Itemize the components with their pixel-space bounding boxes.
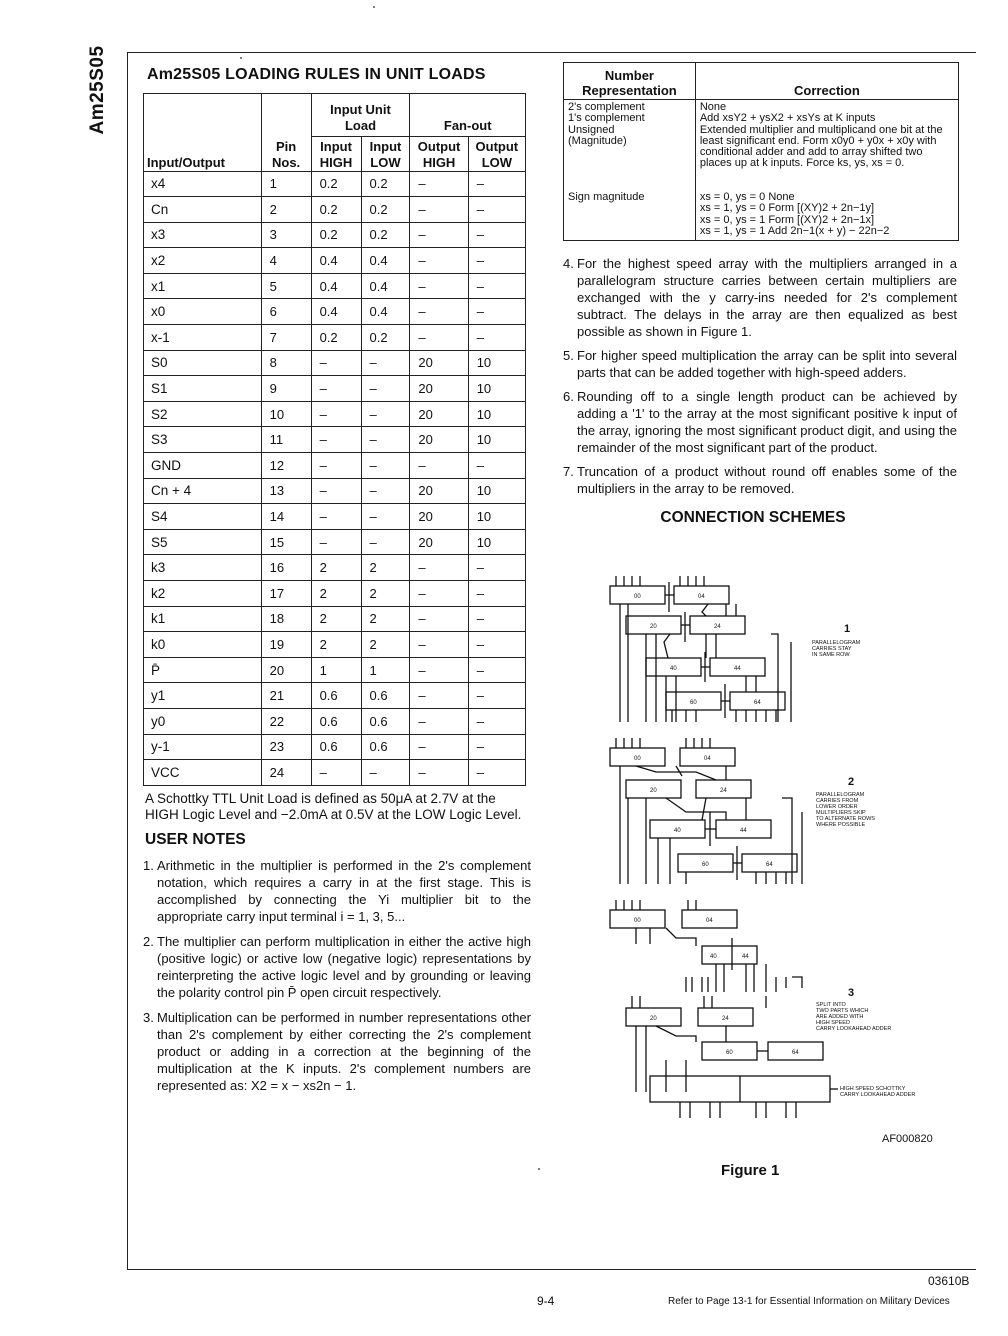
table-cell-oh: –	[410, 657, 468, 683]
table-row	[144, 453, 526, 479]
table-cell-ih: –	[311, 401, 361, 427]
table-cell-pin: 19	[261, 632, 311, 658]
table-cell-ol: –	[468, 299, 525, 325]
table-cell-sig: k0	[144, 632, 262, 658]
list-item: 4. For the highest speed array with the multipliers arranged in a parallelogram structure carries between certain multipliers are exchanged with the y carry-ins needed for 2's complement subtract. The delays in the array are then equalized as best possible as shown in Figure 1.	[563, 256, 957, 339]
table-cell-sig: S4	[144, 504, 262, 530]
table-cell-ih: 0.2	[311, 197, 361, 223]
loading-table-title: Am25S05 LOADING RULES IN UNIT LOADS	[147, 66, 486, 83]
table-cell-ol: –	[468, 708, 525, 734]
table-cell-oh: –	[410, 325, 468, 351]
list-item: 7. Truncation of a product without round off enables some of the multipliers in the array to be removed.	[563, 464, 957, 496]
table-cell-ih: 0.4	[311, 299, 361, 325]
table-cell-sig: y-1	[144, 734, 262, 760]
table-cell-sig: k2	[144, 581, 262, 607]
table-cell-il: 0.4	[361, 299, 410, 325]
block-label: 40	[670, 666, 677, 672]
block-label: 04	[706, 918, 713, 924]
table-cell-il: 2	[361, 606, 410, 632]
table-cell-ih: 0.4	[311, 273, 361, 299]
list-item: 5. For higher speed multiplication the array can be split into several parts that can be added together with high-speed adders.	[563, 348, 957, 380]
side-device-label: Am25S05	[87, 45, 108, 135]
user-notes-title: USER NOTES	[145, 830, 246, 848]
table-cell-il: 0.2	[361, 222, 410, 248]
table-cell-il: –	[361, 401, 410, 427]
table-cell-pin: 15	[261, 529, 311, 555]
table-cell-il: 0.6	[361, 708, 410, 734]
svg-text:ARE ADDED WITH: ARE ADDED WITH	[816, 1014, 864, 1020]
table-cell-oh: –	[410, 222, 468, 248]
table-cell-pin: 2	[261, 197, 311, 223]
block-label: 60	[690, 700, 697, 706]
table-cell-il: –	[361, 376, 410, 402]
table-row	[144, 555, 526, 581]
table-row	[144, 632, 526, 658]
correction-cell: None Add xsY2 + ysX2 + xsYs at K inputs Extended multiplier and multiplicand one bit at the least significant end. Form x0y0 + y0x + x0y with conditional adder and add to array shifted two places up at k inputs. Force ks, ys, xs = 0.	[695, 100, 958, 191]
figure-caption: Figure 1	[721, 1162, 780, 1179]
table-row	[144, 734, 526, 760]
table-cell-il: –	[361, 453, 410, 479]
table-cell-sig: x0	[144, 299, 262, 325]
list-item: 6. Rounding off to a single length product can be achieved by adding a '1' to the array at the most significant positive k input of the array, ignoring the most significant product digit, and using the remainder of the most significant part of the product.	[563, 389, 957, 455]
table-cell-ol: 10	[468, 504, 525, 530]
svg-text:IN SAME ROW: IN SAME ROW	[812, 652, 850, 658]
table-cell-ih: –	[311, 478, 361, 504]
block-label: 44	[740, 828, 747, 834]
table-cell-il: 1	[361, 657, 410, 683]
table-cell-sig: S2	[144, 401, 262, 427]
svg-text:PARALLELOGRAM: PARALLELOGRAM	[816, 792, 865, 798]
block-label: 44	[742, 954, 749, 960]
table-cell-ol: 10	[468, 350, 525, 376]
svg-text:LOWER ORDER: LOWER ORDER	[816, 804, 858, 810]
table-cell-sig: x4	[144, 171, 262, 197]
svg-text:CARRIES STAY: CARRIES STAY	[812, 646, 852, 652]
table-cell-pin: 18	[261, 606, 311, 632]
correction-table	[563, 62, 959, 241]
table-cell-oh: –	[410, 555, 468, 581]
table-cell-ih: 0.2	[311, 325, 361, 351]
table-cell-il: –	[361, 504, 410, 530]
col-input-high: Input HIGH	[311, 137, 361, 172]
table-cell-ol: –	[468, 632, 525, 658]
table-row	[144, 350, 526, 376]
table-cell-ih: –	[311, 350, 361, 376]
table-cell-pin: 14	[261, 504, 311, 530]
table-cell-oh: –	[410, 453, 468, 479]
table-cell-ol: –	[468, 581, 525, 607]
figure-id: AF000820	[882, 1133, 933, 1145]
table-cell-pin: 13	[261, 478, 311, 504]
table-cell-ih: 0.6	[311, 708, 361, 734]
table-cell-ol: –	[468, 734, 525, 760]
table-cell-ih: 2	[311, 555, 361, 581]
block-label: 24	[714, 624, 721, 630]
table-cell-pin: 23	[261, 734, 311, 760]
table-cell-oh: –	[410, 683, 468, 709]
table-cell-sig: y0	[144, 708, 262, 734]
table-cell-il: 0.4	[361, 248, 410, 274]
table-cell-sig: Cn	[144, 197, 262, 223]
table-cell-oh: 20	[410, 401, 468, 427]
table-cell-sig: k3	[144, 555, 262, 581]
block-label: 04	[698, 594, 705, 600]
table-row	[144, 708, 526, 734]
table-cell-ih: 0.4	[311, 248, 361, 274]
table-cell-il: 0.6	[361, 734, 410, 760]
svg-text:TWO PARTS WHICH: TWO PARTS WHICH	[816, 1008, 869, 1014]
table-cell-pin: 16	[261, 555, 311, 581]
list-item: 3. Multiplication can be performed in number representations other than 2's complement by either correcting the 2's complement product or adding in a correction at the beginning of the multiplication at the K inputs. 2's complement numbers are represented as: X2 = x − xs2n − 1.	[143, 1009, 531, 1093]
table-cell-pin: 24	[261, 760, 311, 786]
rep-cell: 2's complement 1's complement Unsigned (Magnitude)	[564, 100, 696, 191]
table-cell-oh: 20	[410, 504, 468, 530]
table-cell-ih: 2	[311, 606, 361, 632]
table-row	[144, 427, 526, 453]
col-output-low: Output LOW	[468, 137, 525, 172]
table-cell-il: 0.4	[361, 273, 410, 299]
table-cell-oh: 20	[410, 529, 468, 555]
table-row	[144, 606, 526, 632]
table-row	[144, 529, 526, 555]
block-label: 44	[734, 666, 741, 672]
table-cell-il: 0.2	[361, 171, 410, 197]
table-cell-oh: –	[410, 708, 468, 734]
table-cell-ol: 10	[468, 376, 525, 402]
table-cell-pin: 5	[261, 273, 311, 299]
table-row	[144, 222, 526, 248]
scheme-3	[610, 900, 838, 1118]
table-cell-sig: VCC	[144, 760, 262, 786]
svg-text:CARRY LOOKAHEAD ADDER: CARRY LOOKAHEAD ADDER	[816, 1026, 892, 1032]
table-cell-oh: –	[410, 248, 468, 274]
table-cell-pin: 21	[261, 683, 311, 709]
table-cell-ih: 2	[311, 632, 361, 658]
table-cell-oh: –	[410, 760, 468, 786]
table-cell-ih: 0.2	[311, 171, 361, 197]
table-cell-ol: 10	[468, 529, 525, 555]
page-number: 9-4	[537, 1294, 555, 1308]
table-cell-ol: –	[468, 657, 525, 683]
table-cell-il: 0.6	[361, 683, 410, 709]
table-cell-sig: GND	[144, 453, 262, 479]
table-cell-il: 0.2	[361, 197, 410, 223]
block-label: 64	[792, 1050, 799, 1056]
table-cell-pin: 20	[261, 657, 311, 683]
list-item: 1. Arithmetic in the multiplier is performed in the 2's complement notation, which requires a carry in at the first stage. This is accomplished by connecting the Yi multiplier bit to the appropriate carry input terminal i = 1, 3, 5...	[143, 857, 531, 924]
table-cell-ol: –	[468, 197, 525, 223]
table-cell-sig: x1	[144, 273, 262, 299]
col-pin: Pin Nos.	[261, 137, 311, 172]
table-cell-oh: –	[410, 734, 468, 760]
table-cell-il: 2	[361, 555, 410, 581]
table-cell-ih: 0.6	[311, 734, 361, 760]
block-label: 20	[650, 1016, 657, 1022]
loading-rules-table	[143, 93, 526, 786]
block-label: 24	[720, 788, 727, 794]
block-label: 60	[726, 1050, 733, 1056]
table-cell-ih: –	[311, 453, 361, 479]
scheme-2-number: 2	[848, 776, 855, 788]
table-cell-ih: –	[311, 760, 361, 786]
col-correction: Correction	[695, 63, 958, 100]
table-row	[144, 171, 526, 197]
block-label: 00	[634, 918, 641, 924]
table-row	[144, 299, 526, 325]
table-row	[144, 401, 526, 427]
table-cell-sig: S0	[144, 350, 262, 376]
block-label: 20	[650, 624, 657, 630]
table-cell-oh: –	[410, 632, 468, 658]
table-cell-sig: k1	[144, 606, 262, 632]
table-cell-ol: –	[468, 273, 525, 299]
scheme-3-number: 3	[848, 987, 855, 999]
block-label: 24	[722, 1016, 729, 1022]
svg-text:HIGH SPEED: HIGH SPEED	[816, 1020, 850, 1026]
table-cell-sig: S1	[144, 376, 262, 402]
table-cell-oh: –	[410, 606, 468, 632]
block-label: 64	[766, 862, 773, 868]
table-cell-ih: 2	[311, 581, 361, 607]
user-notes-list	[143, 857, 533, 1094]
block-label: 60	[702, 862, 709, 868]
table-cell-pin: 11	[261, 427, 311, 453]
table-cell-oh: –	[410, 171, 468, 197]
table-cell-sig: y1	[144, 683, 262, 709]
table-cell-il: 2	[361, 632, 410, 658]
scan-speck	[538, 1168, 540, 1170]
table-cell-ol: –	[468, 606, 525, 632]
table-cell-oh: 20	[410, 427, 468, 453]
table-row	[144, 325, 526, 351]
col-output-high: Output HIGH	[410, 137, 468, 172]
table-cell-oh: –	[410, 273, 468, 299]
col-number-representation: Number Representation	[564, 63, 696, 100]
sign-magnitude-cell: xs = 0, ys = 0 None xs = 1, ys = 0 Form [(XY)2 + 2n−1y] xs = 0, ys = 1 Form [(XY)2 + 2n−1x] xs = 1, ys = 1 Add 2n−1(x + y) − 22n−2	[695, 190, 958, 241]
right-column	[563, 62, 963, 527]
table-cell-ol: –	[468, 325, 525, 351]
table-cell-pin: 12	[261, 453, 311, 479]
table-cell-oh: –	[410, 581, 468, 607]
connection-schemes-diagram	[606, 572, 966, 1132]
list-item: 2. The multiplier can perform multiplication in either the active high (positive logic) or active low (negative logic) representations by reinterpreting the active logic level and by grounding or leaving the polarity control pin P̄ open circuit respectively.	[143, 933, 531, 1000]
block-label: 20	[650, 788, 657, 794]
table-cell-pin: 8	[261, 350, 311, 376]
group-fanout: Fan-out	[410, 94, 526, 137]
table-cell-pin: 4	[261, 248, 311, 274]
table-cell-ih: –	[311, 376, 361, 402]
table-cell-pin: 22	[261, 708, 311, 734]
table-cell-ol: –	[468, 683, 525, 709]
svg-text:TO ALTERNATE ROWS: TO ALTERNATE ROWS	[816, 816, 875, 822]
table-cell-il: 0.2	[361, 325, 410, 351]
table-cell-il: –	[361, 478, 410, 504]
table-cell-ol: –	[468, 248, 525, 274]
table-cell-ol: –	[468, 453, 525, 479]
svg-text:SPLIT INTO: SPLIT INTO	[816, 1002, 846, 1008]
table-cell-ol: 10	[468, 401, 525, 427]
table-cell-sig: Cn + 4	[144, 478, 262, 504]
left-column	[143, 66, 533, 1102]
table-cell-pin: 1	[261, 171, 311, 197]
svg-text:WHERE POSSIBLE: WHERE POSSIBLE	[816, 822, 866, 828]
table-cell-pin: 3	[261, 222, 311, 248]
table-row	[144, 273, 526, 299]
sign-magnitude-label: Sign magnitude	[564, 190, 696, 241]
table-cell-pin: 7	[261, 325, 311, 351]
table-cell-ol: 10	[468, 478, 525, 504]
col-input-low: Input LOW	[361, 137, 410, 172]
table-row	[144, 504, 526, 530]
svg-text:PARALLELOGRAM: PARALLELOGRAM	[812, 640, 861, 646]
table-row	[144, 657, 526, 683]
table-row	[144, 478, 526, 504]
table-cell-ih: –	[311, 529, 361, 555]
block-label: 64	[754, 700, 761, 706]
table-cell-pin: 6	[261, 299, 311, 325]
block-label: 00	[634, 594, 641, 600]
right-notes-list	[563, 255, 963, 497]
svg-text:HIGH SPEED SCHOTTKY: HIGH SPEED SCHOTTKY	[840, 1086, 906, 1092]
table-cell-pin: 9	[261, 376, 311, 402]
table-cell-ih: 0.6	[311, 683, 361, 709]
table-cell-il: 2	[361, 581, 410, 607]
table-cell-sig: x-1	[144, 325, 262, 351]
table-cell-ih: 1	[311, 657, 361, 683]
military-reference-note: Refer to Page 13-1 for Essential Information on Military Devices	[668, 1296, 950, 1307]
group-input-unit-load: Input Unit Load	[311, 94, 410, 137]
table-cell-ol: –	[468, 171, 525, 197]
table-cell-ol: –	[468, 555, 525, 581]
unit-load-definition: A Schottky TTL Unit Load is defined as 50μA at 2.7V at the HIGH Logic Level and −2.0mA at 0.5V at the LOW Logic Level.	[145, 790, 522, 822]
table-cell-ol: –	[468, 760, 525, 786]
table-row	[144, 683, 526, 709]
table-row	[144, 248, 526, 274]
block-label: 00	[634, 756, 641, 762]
table-cell-sig: x2	[144, 248, 262, 274]
table-cell-sig: x3	[144, 222, 262, 248]
table-cell-pin: 17	[261, 581, 311, 607]
table-cell-ol: –	[468, 222, 525, 248]
svg-text:CARRIES FROM: CARRIES FROM	[816, 798, 859, 804]
connection-schemes-title: CONNECTION SCHEMES	[660, 509, 846, 526]
scan-speck	[240, 57, 242, 59]
table-cell-oh: 20	[410, 350, 468, 376]
table-cell-sig: S3	[144, 427, 262, 453]
svg-text:CARRY LOOKAHEAD ADDER: CARRY LOOKAHEAD ADDER	[840, 1092, 916, 1098]
table-cell-oh: 20	[410, 478, 468, 504]
table-cell-il: –	[361, 760, 410, 786]
table-cell-il: –	[361, 350, 410, 376]
table-cell-il: –	[361, 529, 410, 555]
table-row	[144, 581, 526, 607]
table-cell-oh: –	[410, 197, 468, 223]
block-label: 40	[710, 954, 717, 960]
table-row	[144, 760, 526, 786]
table-row	[144, 376, 526, 402]
document-number: 03610B	[928, 1274, 970, 1288]
table-cell-oh: –	[410, 299, 468, 325]
block-label: 40	[674, 828, 681, 834]
scan-speck	[373, 6, 375, 8]
table-row	[144, 197, 526, 223]
svg-text:MULTIPLIERS SKIP: MULTIPLIERS SKIP	[816, 810, 866, 816]
table-cell-ih: –	[311, 427, 361, 453]
scheme-1-number: 1	[844, 623, 851, 635]
table-cell-ol: 10	[468, 427, 525, 453]
block-label: 04	[704, 756, 711, 762]
table-cell-ih: 0.2	[311, 222, 361, 248]
table-cell-il: –	[361, 427, 410, 453]
table-cell-sig: S5	[144, 529, 262, 555]
table-cell-ih: –	[311, 504, 361, 530]
table-cell-oh: 20	[410, 376, 468, 402]
table-cell-sig: P̄	[144, 657, 262, 683]
table-cell-pin: 10	[261, 401, 311, 427]
col-input-output: Input/Output	[144, 137, 262, 172]
